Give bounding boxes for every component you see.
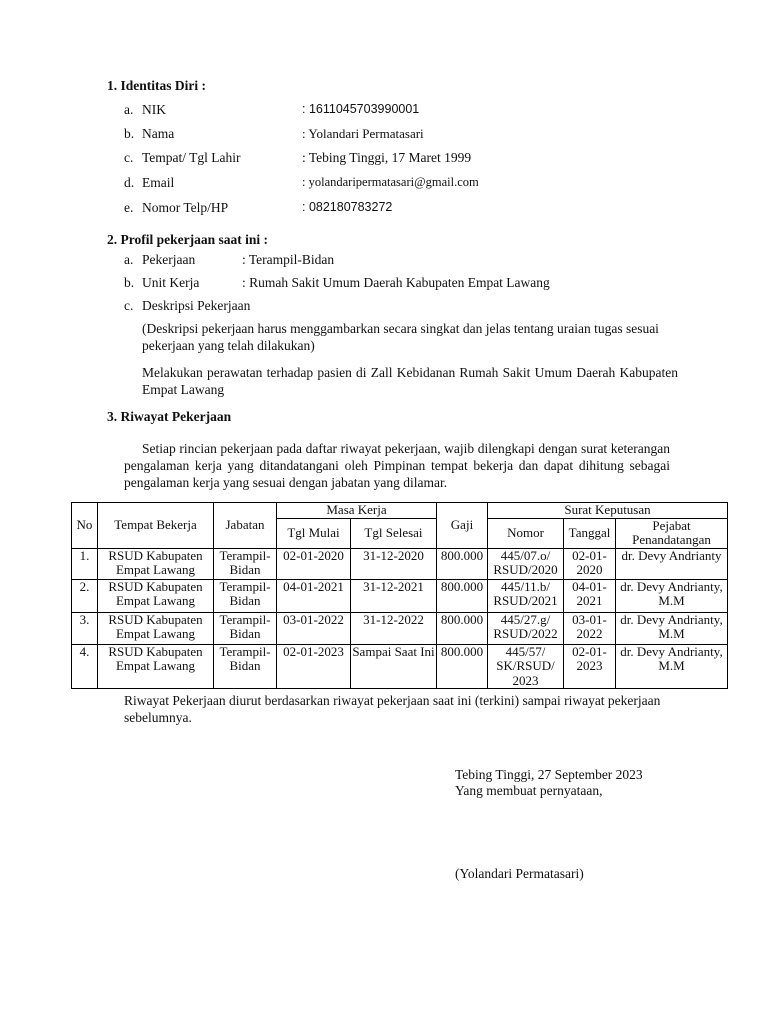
cell-gaji: 800.000 <box>437 548 488 579</box>
deskripsi-letter: c. <box>124 298 134 313</box>
cell-pejabat: dr. Devy Andrianty, M.M <box>616 644 728 689</box>
nik-letter: a. <box>124 102 134 117</box>
riwayat-intro: Setiap rincian pekerjaan pada daftar riwayat pekerjaan, wajib dilengkapi dengan surat keterangan pengalaman kerja yang ditandatangani oleh Pimpinan tempat bekerja dan dapat dihitung sebagai pengalaman kerja yang sesuai dengan jabatan yang dilamar. <box>124 441 670 490</box>
phone-letter: e. <box>124 200 134 215</box>
cell-jabatan: Terampil-Bidan <box>214 579 277 612</box>
col-jabatan: Jabatan <box>214 503 277 549</box>
cell-nomor: 445/07.o/ RSUD/2020 <box>488 548 564 579</box>
cell-tempat: RSUD Kabupaten Empat Lawang <box>98 548 214 579</box>
cell-tanggal: 02-01-2020 <box>564 548 616 579</box>
pekerjaan-label: Pekerjaan <box>142 252 196 267</box>
cell-no: 2. <box>72 579 98 612</box>
cell-pejabat: dr. Devy Andrianty, M.M <box>616 579 728 612</box>
cell-selesai: 31-12-2021 <box>351 579 437 612</box>
ttl-value: : Tebing Tinggi, 17 Maret 1999 <box>302 150 472 165</box>
deskripsi-label: Deskripsi Pekerjaan <box>142 298 251 313</box>
nik-value: : 1611045703990001 <box>302 102 420 116</box>
unit-kerja-letter: b. <box>124 275 135 290</box>
section-1-heading: 1. Identitas Diri : <box>107 78 206 93</box>
col-tanggal: Tanggal <box>564 518 616 548</box>
col-masa-kerja: Masa Kerja <box>277 503 437 519</box>
col-tgl-selesai: Tgl Selesai <box>351 518 437 548</box>
cell-pejabat: dr. Devy Andrianty <box>616 548 728 579</box>
table-row <box>72 579 728 612</box>
cell-no: 3. <box>72 612 98 644</box>
col-tempat: Tempat Bekerja <box>98 503 214 549</box>
cell-nomor: 445/27.g/ RSUD/2022 <box>488 612 564 644</box>
signature-name: (Yolandari Permatasari) <box>455 866 584 881</box>
unit-kerja-label: Unit Kerja <box>142 275 200 290</box>
col-gaji: Gaji <box>437 503 488 549</box>
cell-jabatan: Terampil-Bidan <box>214 548 277 579</box>
cell-gaji: 800.000 <box>437 644 488 689</box>
cell-mulai: 02-01-2020 <box>277 548 351 579</box>
nik-label: NIK <box>142 102 166 117</box>
cell-jabatan: Terampil-Bidan <box>214 612 277 644</box>
cell-tempat: RSUD Kabupaten Empat Lawang <box>98 579 214 612</box>
nama-label: Nama <box>142 126 175 141</box>
nama-value: : Yolandari Permatasari <box>302 126 424 141</box>
section-3-heading: 3. Riwayat Pekerjaan <box>107 409 232 424</box>
col-nomor: Nomor <box>488 518 564 548</box>
table-row <box>72 548 728 579</box>
cell-tanggal: 03-01-2022 <box>564 612 616 644</box>
pekerjaan-letter: a. <box>124 252 134 267</box>
cell-selesai: 31-12-2020 <box>351 548 437 579</box>
cell-no: 1. <box>72 548 98 579</box>
cell-mulai: 02-01-2023 <box>277 644 351 689</box>
phone-label: Nomor Telp/HP <box>142 200 229 215</box>
deskripsi-note: (Deskripsi pekerjaan harus menggambarkan secara singkat dan jelas tentang uraian tugas sesuai pekerjaan yang telah dilakukan) <box>142 321 659 353</box>
col-no: No <box>72 503 98 549</box>
table-row <box>72 644 728 689</box>
cell-tanggal: 04-01-2021 <box>564 579 616 612</box>
nama-letter: b. <box>124 126 135 141</box>
ttl-label: Tempat/ Tgl Lahir <box>142 150 241 165</box>
section-2-heading: 2. Profil pekerjaan saat ini : <box>107 232 268 247</box>
email-value: : yolandaripermatasari@gmail.com <box>302 175 479 189</box>
email-letter: d. <box>124 175 135 190</box>
signature-place-date: Tebing Tinggi, 27 September 2023 <box>455 767 643 782</box>
cell-tanggal: 02-01-2023 <box>564 644 616 689</box>
cell-selesai: 31-12-2022 <box>351 612 437 644</box>
riwayat-footnote: Riwayat Pekerjaan diurut berdasarkan riwayat pekerjaan saat ini (terkini) sampai riwayat pekerjaan sebelumnya. <box>124 693 661 725</box>
riwayat-table <box>71 502 728 689</box>
phone-value: : 082180783272 <box>302 200 393 214</box>
cell-tempat: RSUD Kabupaten Empat Lawang <box>98 644 214 689</box>
cell-pejabat: dr. Devy Andrianty, M.M <box>616 612 728 644</box>
unit-kerja-value: : Rumah Sakit Umum Daerah Kabupaten Empat Lawang <box>242 275 550 290</box>
cell-nomor: 445/57/ SK/RSUD/ 2023 <box>488 644 564 689</box>
pekerjaan-value: : Terampil-Bidan <box>242 252 335 267</box>
col-pejabat: Pejabat Penandatangan <box>616 518 728 548</box>
cell-no: 4. <box>72 644 98 689</box>
cell-mulai: 04-01-2021 <box>277 579 351 612</box>
cell-gaji: 800.000 <box>437 612 488 644</box>
cell-gaji: 800.000 <box>437 579 488 612</box>
deskripsi-text: Melakukan perawatan terhadap pasien di Zall Kebidanan Rumah Sakit Umum Daerah Kabupaten Empat Lawang <box>142 365 678 397</box>
col-surat-keputusan: Surat Keputusan <box>488 503 728 519</box>
cell-mulai: 03-01-2022 <box>277 612 351 644</box>
email-label: Email <box>142 175 175 190</box>
table-row <box>72 612 728 644</box>
cell-selesai: Sampai Saat Ini <box>351 644 437 689</box>
cell-tempat: RSUD Kabupaten Empat Lawang <box>98 612 214 644</box>
col-tgl-mulai: Tgl Mulai <box>277 518 351 548</box>
signature-maker: Yang membuat pernyataan, <box>455 783 603 798</box>
cell-jabatan: Terampil-Bidan <box>214 644 277 689</box>
cell-nomor: 445/11.b/ RSUD/2021 <box>488 579 564 612</box>
ttl-letter: c. <box>124 150 134 165</box>
